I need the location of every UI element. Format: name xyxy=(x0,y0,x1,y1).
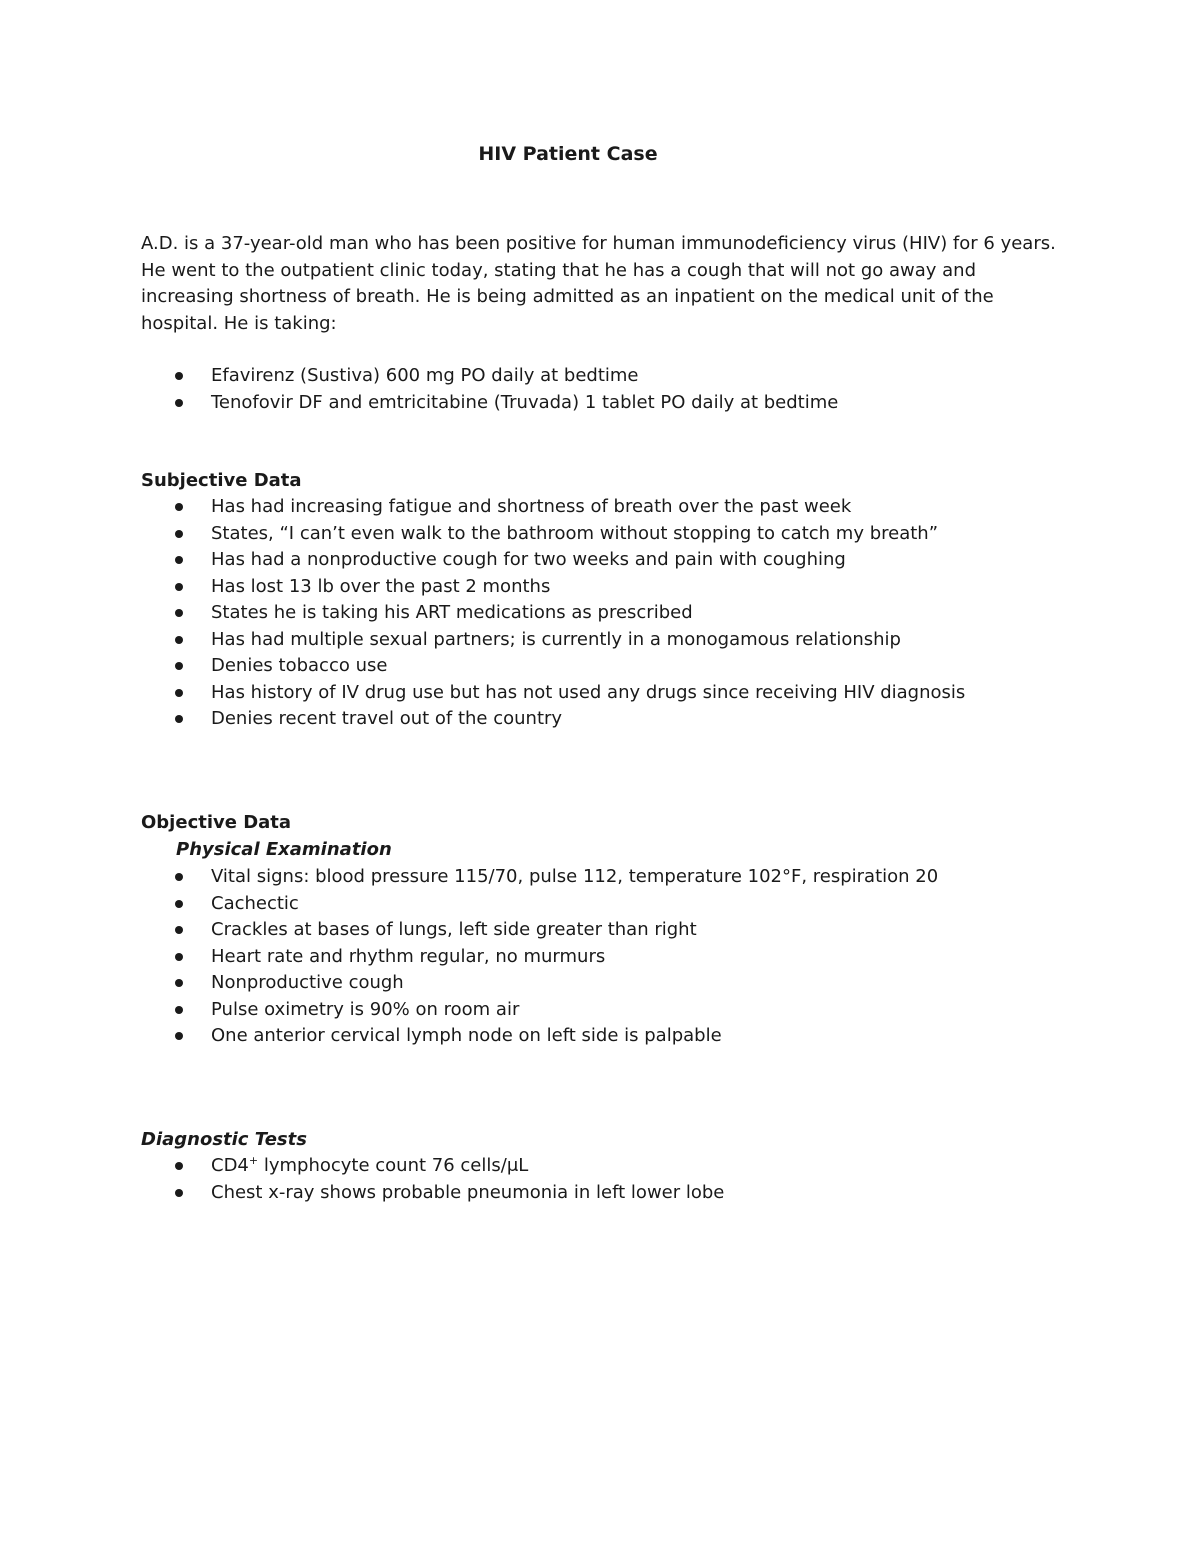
bullet-icon xyxy=(175,979,183,987)
objective-list xyxy=(141,864,1071,1050)
list-item: Has had multiple sexual partners; is currently in a monogamous relationship xyxy=(141,627,1071,654)
list-item: Cachectic xyxy=(141,891,1071,918)
list-item: Pulse oximetry is 90% on room air xyxy=(141,997,1071,1024)
list-item: CD4+ lymphocyte count 76 cells/μL xyxy=(141,1153,1071,1180)
bullet-icon xyxy=(175,1189,183,1197)
bullet-icon xyxy=(175,715,183,723)
list-item: States he is taking his ART medications as prescribed xyxy=(141,600,1071,627)
medication-list xyxy=(141,363,1071,416)
bullet-icon xyxy=(175,399,183,407)
subjective-heading: Subjective Data xyxy=(141,470,302,491)
bullet-icon xyxy=(175,689,183,697)
list-item: Heart rate and rhythm regular, no murmurs xyxy=(141,944,1071,971)
bullet-icon xyxy=(175,583,183,591)
bullet-icon xyxy=(175,873,183,881)
physical-exam-subheading: Physical Examination xyxy=(176,839,392,860)
subjective-list xyxy=(141,494,1071,733)
list-item: Has had a nonproductive cough for two weeks and pain with coughing xyxy=(141,547,1071,574)
list-item: Nonproductive cough xyxy=(141,970,1071,997)
diagnostic-list xyxy=(141,1153,1071,1206)
list-item: Denies recent travel out of the country xyxy=(141,706,1071,733)
bullet-icon xyxy=(175,556,183,564)
list-item: Chest x-ray shows probable pneumonia in left lower lobe xyxy=(141,1180,1071,1207)
bullet-icon xyxy=(175,1032,183,1040)
objective-heading: Objective Data xyxy=(141,812,292,833)
bullet-icon xyxy=(175,1006,183,1014)
bullet-icon xyxy=(175,636,183,644)
list-item: States, “I can’t even walk to the bathroom without stopping to catch my breath” xyxy=(141,521,1071,548)
list-item: Crackles at bases of lungs, left side greater than right xyxy=(141,917,1071,944)
list-item: Tenofovir DF and emtricitabine (Truvada) 1 tablet PO daily at bedtime xyxy=(141,390,1071,417)
list-item: Denies tobacco use xyxy=(141,653,1071,680)
bullet-icon xyxy=(175,1162,183,1170)
bullet-icon xyxy=(175,926,183,934)
intro-paragraph: A.D. is a 37-year-old man who has been positive for human immunodeficiency virus (HIV) for 6 years. He went to the outpatient clinic today, stating that he has a cough that will not go away and increasing shortness of breath. He is being admitted as an inpatient on the medical unit of the hospital. He is taking: xyxy=(141,233,1056,334)
bullet-icon xyxy=(175,530,183,538)
diagnostic-heading: Diagnostic Tests xyxy=(141,1129,307,1150)
list-item: Has lost 13 lb over the past 2 months xyxy=(141,574,1071,601)
bullet-icon xyxy=(175,609,183,617)
list-item: Vital signs: blood pressure 115/70, pulse 112, temperature 102°F, respiration 20 xyxy=(141,864,1071,891)
list-item: Has history of IV drug use but has not used any drugs since receiving HIV diagnosis xyxy=(141,680,1071,707)
list-item: Efavirenz (Sustiva) 600 mg PO daily at bedtime xyxy=(141,363,1071,390)
bullet-icon xyxy=(175,662,183,670)
bullet-icon xyxy=(175,503,183,511)
bullet-icon xyxy=(175,900,183,908)
bullet-icon xyxy=(175,953,183,961)
list-item: One anterior cervical lymph node on left side is palpable xyxy=(141,1023,1071,1050)
bullet-icon xyxy=(175,372,183,380)
list-item: Has had increasing fatigue and shortness of breath over the past week xyxy=(141,494,1071,521)
document-title: HIV Patient Case xyxy=(478,143,658,165)
